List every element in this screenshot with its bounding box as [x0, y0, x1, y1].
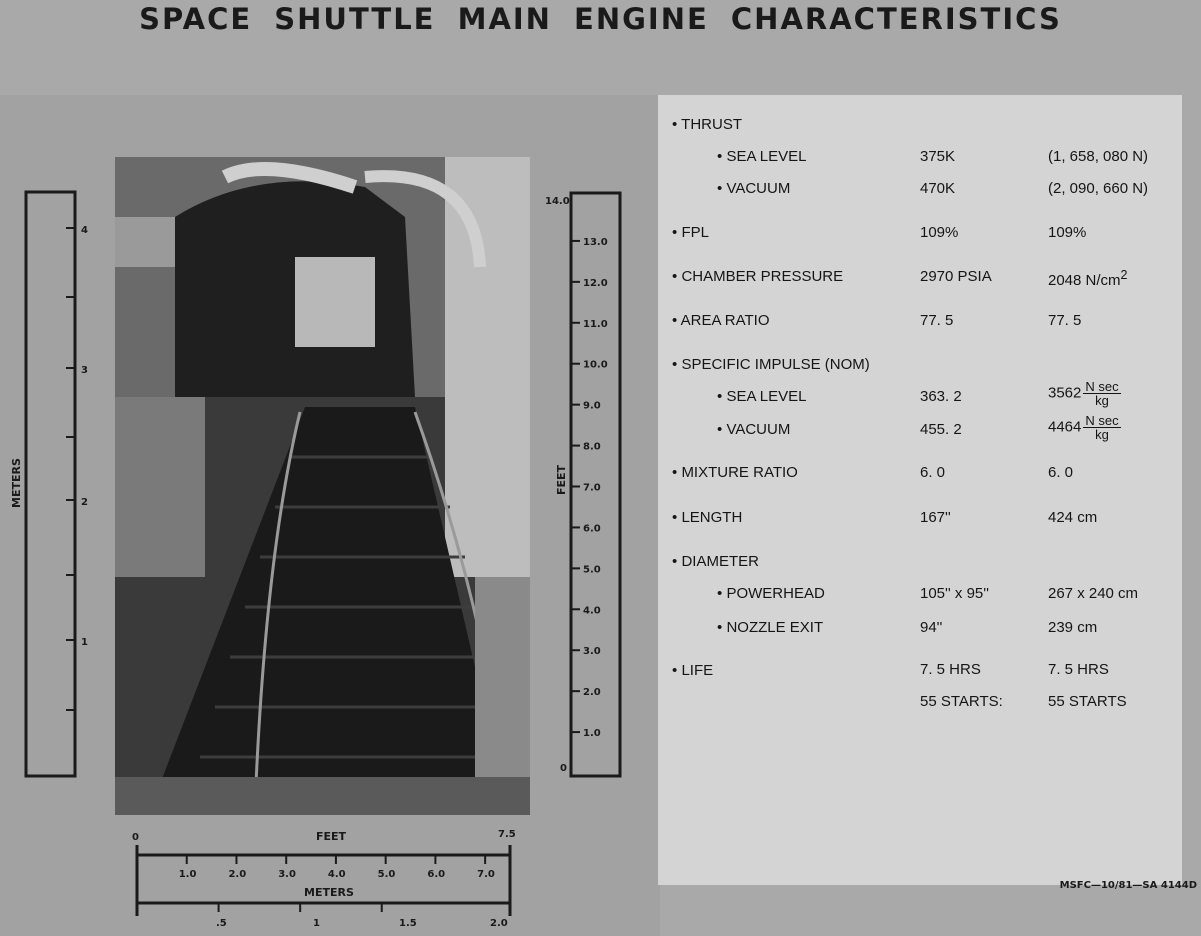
life-starts-metric: 55 STARTS	[1048, 693, 1127, 710]
mixture-ratio-label: • MIXTURE RATIO	[672, 464, 798, 481]
chamber-pressure-label: • CHAMBER PRESSURE	[672, 268, 844, 285]
fpl-metric: 109%	[1048, 224, 1087, 241]
thrust-vacuum-imperial: 470K	[920, 180, 956, 197]
thrust-vacuum-metric: (2, 090, 660 N)	[1048, 180, 1149, 197]
length-metric: 424 cm	[1048, 509, 1098, 526]
thrust-sea-level-imperial: 375K	[920, 148, 956, 165]
bottom-meter-tick-15: 1.5	[399, 918, 417, 929]
thrust-vacuum-label: • VACUUM	[717, 180, 791, 197]
mixture-ratio-imperial: 6. 0	[920, 464, 946, 481]
thrust-sea-level-metric: (1, 658, 080 N)	[1048, 148, 1149, 165]
left-tick-4: 4	[81, 225, 88, 236]
bottom-feet-tick-label: 5.0	[377, 869, 396, 880]
bottom-feet-tick-label: 7.0	[477, 869, 495, 880]
life-label: • LIFE	[672, 662, 714, 679]
isp-sea-level-metric: 3562 $\frac{\text{N sec}}{kg}$	[1048, 379, 1119, 408]
bottom-meter-tick-2: 2.0	[490, 918, 508, 929]
bottom-feet-tick-label: 1.0	[178, 869, 197, 880]
chamber-pressure-metric: 2048 $N/cm^2$	[1048, 268, 1128, 289]
thrust-sea-level-label: • SEA LEVEL	[717, 148, 807, 165]
life-hours-metric: 7. 5 HRS	[1048, 661, 1109, 678]
length-label: • LENGTH	[672, 509, 743, 526]
right-tick-label: 7.0	[583, 482, 601, 494]
powerhead-label: • POWERHEAD	[717, 585, 825, 602]
area-ratio-imperial: 77. 5	[920, 312, 954, 329]
right-tick-label: 1.0	[583, 728, 601, 740]
bottom-feet-start: 0	[132, 832, 139, 843]
isp-vacuum-metric: 4464 $\frac{\text{N sec}}{kg}$	[1048, 413, 1119, 442]
left-meters-scale	[10, 192, 88, 776]
right-tick-label: 6.0	[583, 523, 601, 535]
life-hours-imperial: 7. 5 HRS	[920, 661, 981, 678]
left-tick-2: 2	[81, 497, 88, 508]
nozzle-exit-imperial: 94''	[920, 619, 943, 636]
fpl-imperial: 109%	[920, 224, 959, 241]
bottom-meter-tick-1: 1	[313, 918, 320, 929]
life-starts-imperial: 55 STARTS:	[920, 693, 1003, 710]
nozzle-exit-label: • NOZZLE EXIT	[717, 619, 824, 636]
isp-sea-level-imperial: 363. 2	[920, 388, 962, 405]
right-tick-label: 10.0	[583, 359, 608, 371]
left-tick-1: 1	[81, 637, 88, 648]
left-scale-label: METERS	[10, 458, 23, 508]
isp-sea-level-label: • SEA LEVEL	[717, 388, 807, 405]
right-scale-label: FEET	[555, 464, 568, 495]
right-tick-label: 12.0	[583, 277, 608, 289]
chamber-pressure-imperial: 2970 PSIA	[920, 268, 992, 285]
bottom-feet-label: FEET	[316, 830, 347, 843]
area-ratio-label: • AREA RATIO	[672, 312, 770, 329]
bottom-feet-end: 7.5	[498, 829, 516, 840]
right-tick-label: 8.0	[583, 441, 601, 453]
spec-card	[658, 95, 1182, 885]
nozzle-exit-metric: 239 cm	[1048, 619, 1098, 636]
length-imperial: 167''	[920, 509, 951, 526]
specific-impulse-heading: • SPECIFIC IMPULSE (NOM)	[672, 356, 870, 373]
fpl-label: • FPL	[672, 224, 709, 241]
right-tick-label: 11.0	[583, 318, 608, 330]
bottom-feet-tick-label: 2.0	[228, 869, 247, 880]
thrust-heading: • THRUST	[672, 116, 742, 133]
bottom-meters-label: METERS	[304, 886, 354, 899]
right-tick-top: 14.0	[545, 196, 570, 207]
powerhead-imperial: 105'' x 95''	[920, 585, 990, 602]
isp-vacuum-label: • VACUUM	[717, 421, 791, 438]
mixture-ratio-metric: 6. 0	[1048, 464, 1074, 481]
right-tick-label: 2.0	[583, 687, 601, 699]
powerhead-metric: 267 x 240 cm	[1048, 585, 1139, 602]
isp-vacuum-imperial: 455. 2	[920, 421, 962, 438]
bottom-meter-tick-05: .5	[216, 918, 227, 929]
right-tick-label: 5.0	[583, 564, 601, 576]
area-ratio-metric: 77. 5	[1048, 312, 1082, 329]
left-tick-3: 3	[81, 365, 88, 376]
right-tick-label: 4.0	[583, 605, 601, 617]
right-tick-label: 3.0	[583, 646, 601, 658]
right-tick-label: 13.0	[583, 236, 608, 248]
right-tick-zero: 0	[560, 763, 567, 774]
right-tick-label: 9.0	[583, 400, 601, 412]
page-title: SPACE SHUTTLE MAIN ENGINE CHARACTERISTICS	[139, 2, 1062, 36]
bottom-feet-tick-label: 4.0	[327, 869, 346, 880]
bottom-feet-tick-label: 3.0	[278, 869, 296, 880]
diameter-heading: • DIAMETER	[672, 553, 759, 570]
bottom-feet-tick-label: 6.0	[427, 869, 446, 880]
document-code: MSFC—10/81—SA 4144D	[1059, 880, 1197, 891]
